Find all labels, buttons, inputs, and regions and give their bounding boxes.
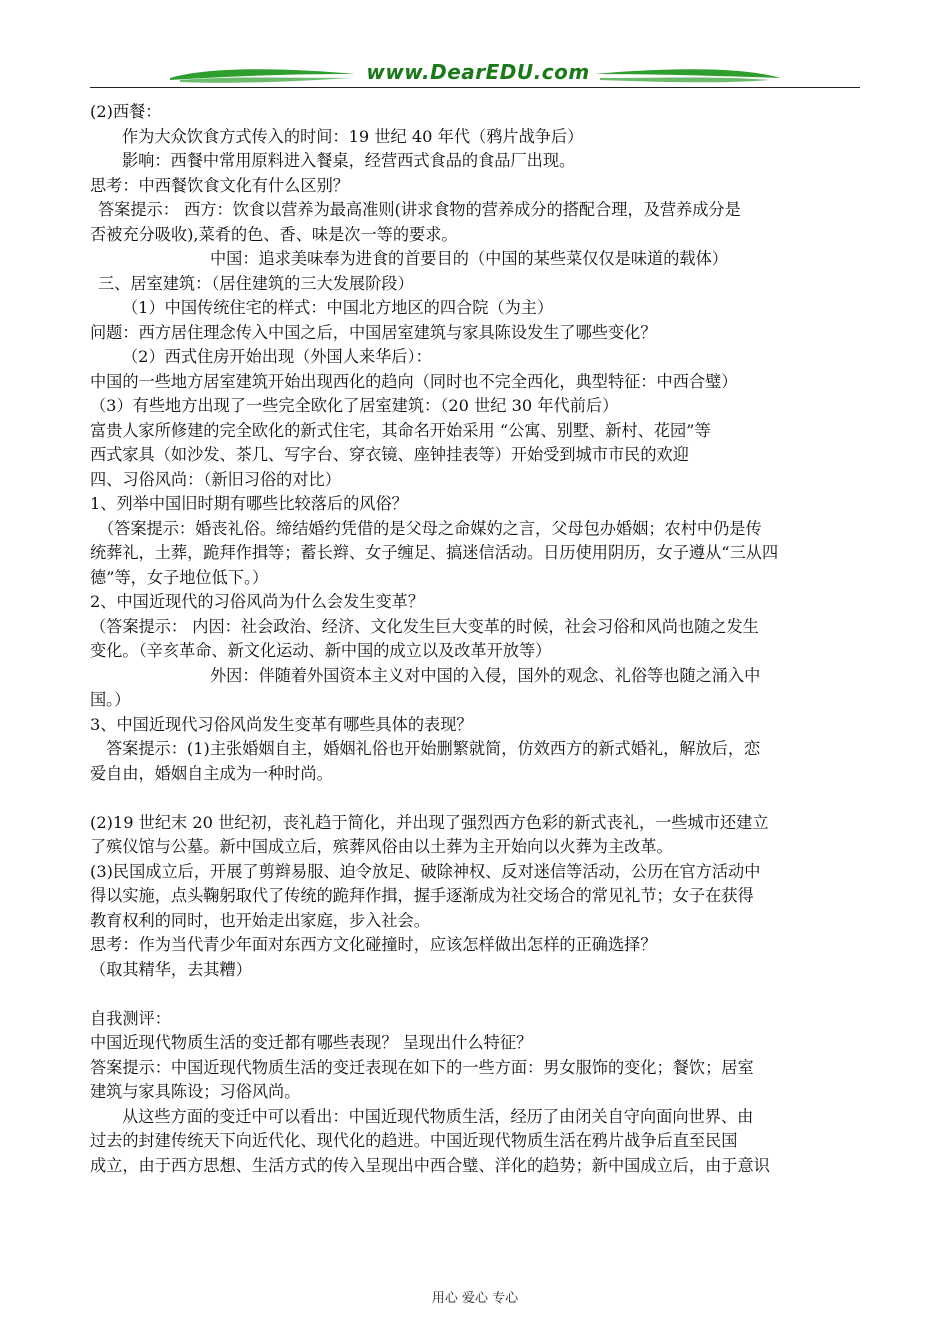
text-line: 德”等，女子地位低下。） xyxy=(90,567,269,587)
text-line: 西式家具（如沙发、茶几、写字台、穿衣镜、座钟挂表等）开始受到城市市民的欢迎 xyxy=(90,445,689,464)
text-line: （2）西式住房开始出现（外国人来华后）： xyxy=(122,347,432,366)
document-body xyxy=(90,100,865,1178)
text-line: 中国：追求美味奉为进食的首要目的（中国的某些菜仅仅是味道的载体） xyxy=(210,249,728,268)
text-line: 影响：西餐中常用原料进入餐桌，经营西式食品的食品厂出现。 xyxy=(122,151,576,170)
text-line: 成立，由于西方思想、生活方式的传入呈现出中西合璧、洋化的趋势；新中国成立后，由于意识 xyxy=(90,1155,770,1175)
text-line: 从这些方面的变迁中可以看出：中国近现代物质生活，经历了由闭关自守向面向世界、由 xyxy=(122,1106,754,1126)
text-line: 中国的一些地方居室建筑开始出现西化的趋向（同时也不完全西化，典型特征：中西合璧） xyxy=(90,371,738,391)
blank-line xyxy=(90,786,865,811)
text-line: 统葬礼，土葬，跪拜作揖等；蓄长辫、女子缠足、搞迷信活动。日历使用阴历，女子遵从“三从四 xyxy=(90,543,779,562)
text-line: 中国近现代物质生活的变迁都有哪些表现？ 呈现出什么特征？ xyxy=(90,1033,533,1052)
left-swoosh-decoration xyxy=(170,66,355,86)
header-rule xyxy=(90,87,860,88)
text-line: 答案提示：中国近现代物质生活的变迁表现在如下的一些方面：男女服饰的变化；餐饮；居室 xyxy=(90,1057,754,1077)
text-line: 自我测评： xyxy=(90,1008,171,1028)
text-line: （答案提示： 内因：社会政治、经济、文化发生巨大变革的时候，社会习俗和风尚也随之发生 xyxy=(90,616,759,636)
text-line: 外因：伴随着外国资本主义对中国的入侵，国外的观念、礼俗等也随之涌入中 xyxy=(210,665,761,685)
text-line: 答案提示：(1)主张婚姻自主，婚姻礼俗也开始删繁就简，仿效西方的新式婚礼，解放后，恋 xyxy=(106,739,761,758)
text-line: 思考：作为当代青少年面对东西方文化碰撞时，应该怎样做出怎样的正确选择？ xyxy=(90,935,657,954)
text-line: 变化。（辛亥革命、新文化运动、新中国的成立以及改革开放等） xyxy=(90,641,552,660)
text-line: 1、列举中国旧时期有哪些比较落后的风俗？ xyxy=(90,494,408,513)
text-line: 3、中国近现代习俗风尚发生变革有哪些具体的表现？ xyxy=(90,714,473,734)
text-line: (2)19 世纪末 20 世纪初，丧礼趋于简化，并出现了强烈西方色彩的新式丧礼，一些城市还建立 xyxy=(90,812,769,832)
site-logo-text: www.DearEDU.com xyxy=(366,60,590,84)
text-line: 否被充分吸收),菜肴的色、香、味是次一等的要求。 xyxy=(90,224,458,244)
text-line: 建筑与家具陈设；习俗风尚。 xyxy=(90,1082,301,1101)
text-line: 富贵人家所修建的完全欧化的新式住宅，其命名开始采用 “公寓、别墅、新村、花园”等 xyxy=(90,420,711,440)
text-line: （1）中国传统住宅的样式：中国北方地区的四合院（为主） xyxy=(122,298,554,317)
text-line: （取其精华，去其糟） xyxy=(90,959,252,979)
text-line: (3)民国成立后，开展了剪辫易服、迫令放足、破除神权、反对迷信等活动，公历在官方活动中 xyxy=(90,861,761,881)
text-line: 得以实施，点头鞠躬取代了传统的跪拜作揖，握手逐渐成为社交场合的常见礼节；女子在获得 xyxy=(90,886,754,905)
page-header xyxy=(90,58,860,90)
text-line: 作为大众饮食方式传入的时间：19 世纪 40 年代（鸦片战争后） xyxy=(122,126,584,146)
text-line: (2)西餐： xyxy=(90,102,162,121)
text-line: 四、习俗风尚：（新旧习俗的对比） xyxy=(90,469,341,489)
text-line: 了殡仪馆与公墓。新中国成立后，殡葬风俗由以土葬为主开始向以火葬为主改革。 xyxy=(90,837,673,856)
text-line: 教育权利的同时，也开始走出家庭，步入社会。 xyxy=(90,910,430,930)
blank-line xyxy=(90,982,865,1007)
text-line: 答案提示： 西方：饮食以营养为最高准则(讲求食物的营养成分的搭配合理，及营养成分是 xyxy=(98,200,741,219)
text-line: （3）有些地方出现了一些完全欧化了居室建筑：（20 世纪 30 年代前后） xyxy=(90,396,619,415)
text-line: 2、中国近现代的习俗风尚为什么会发生变革？ xyxy=(90,592,425,611)
text-line: （答案提示：婚丧礼俗。缔结婚约凭借的是父母之命媒妁之言，父母包办婚姻；农村中仍是传 xyxy=(98,518,762,538)
text-line: 思考：中西餐饮食文化有什么区别？ xyxy=(90,175,349,195)
right-swoosh-decoration xyxy=(595,66,780,86)
text-line: 爱自由，婚姻自主成为一种时尚。 xyxy=(90,763,333,783)
text-line: 三、居室建筑：（居住建筑的三大发展阶段） xyxy=(98,273,414,293)
page-footer: 用心 爱心 专心 xyxy=(431,1291,519,1306)
text-line: 国。） xyxy=(90,690,131,709)
text-line: 过去的封建传统天下向近代化、现代化的趋进。中国近现代物质生活在鸦片战争后直至民国 xyxy=(90,1131,738,1150)
text-line: 问题：西方居住理念传入中国之后，中国居室建筑与家具陈设发生了哪些变化？ xyxy=(90,322,657,342)
